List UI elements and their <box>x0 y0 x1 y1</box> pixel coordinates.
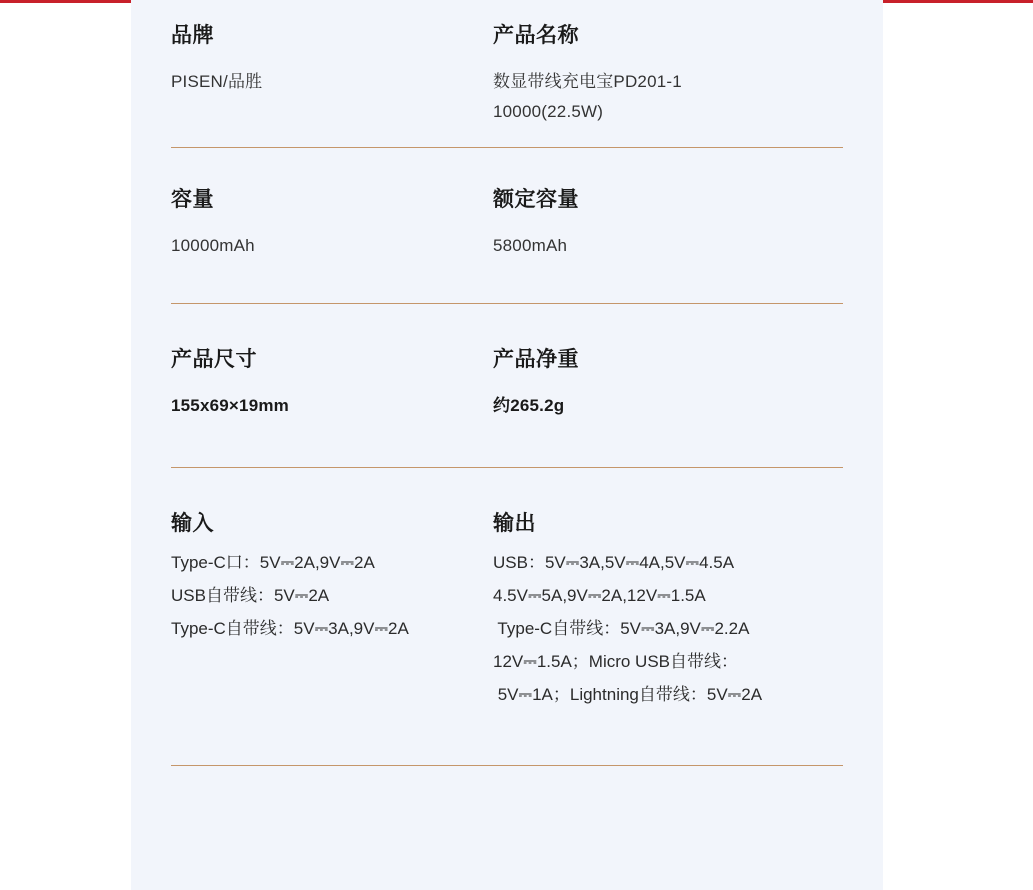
row-divider <box>171 765 843 766</box>
spec-title: 额定容量 <box>493 188 579 211</box>
spec-value: Type-C口：5V⎓2A,9V⎓2A <box>171 553 375 572</box>
spec-title: 品牌 <box>171 24 214 47</box>
spec-row <box>171 468 843 765</box>
spec-value: 12V⎓1.5A；Micro USB自带线： <box>493 652 739 671</box>
spec-title: 产品名称 <box>493 24 579 47</box>
spec-value: 155x69×19mm <box>171 396 289 415</box>
spec-row <box>171 304 843 467</box>
spec-value: 10000(22.5W) <box>493 102 604 121</box>
spec-value: 10000mAh <box>171 236 255 255</box>
spec-title: 产品净重 <box>493 348 579 371</box>
spec-value: 5V⎓1A；Lightning自带线：5V⎓2A <box>493 685 763 704</box>
spec-value: Type-C自带线：5V⎓3A,9V⎓2.2A <box>493 619 750 638</box>
spec-row <box>171 0 843 147</box>
spec-title: 输出 <box>493 512 536 535</box>
spec-cell-net-weight <box>493 346 843 421</box>
spec-value: 数显带线充电宝PD201-1 <box>493 72 682 91</box>
spec-value: USB：5V⎓3A,5V⎓4A,5V⎓4.5A <box>493 553 735 572</box>
spec-value: USB自带线：5V⎓2A <box>171 586 330 605</box>
spec-value: 约265.2g <box>493 396 565 415</box>
spec-value: 5800mAh <box>493 236 568 255</box>
spec-row <box>171 148 843 303</box>
spec-table <box>171 0 843 766</box>
spec-cell-dimensions <box>171 346 493 421</box>
spec-cell-input <box>171 510 493 711</box>
spec-cell-product-name <box>493 22 843 127</box>
spec-title: 容量 <box>171 188 214 211</box>
spec-value: PISEN/品胜 <box>171 72 263 91</box>
spec-value: Type-C自带线：5V⎓3A,9V⎓2A <box>171 619 409 638</box>
spec-title: 产品尺寸 <box>171 348 257 371</box>
spec-cell-brand <box>171 22 493 127</box>
spec-value: 4.5V⎓5A,9V⎓2A,12V⎓1.5A <box>493 586 706 605</box>
spec-cell-output <box>493 510 843 711</box>
spec-cell-capacity <box>171 186 493 261</box>
spec-title: 输入 <box>171 512 214 535</box>
spec-cell-rated-capacity <box>493 186 843 261</box>
